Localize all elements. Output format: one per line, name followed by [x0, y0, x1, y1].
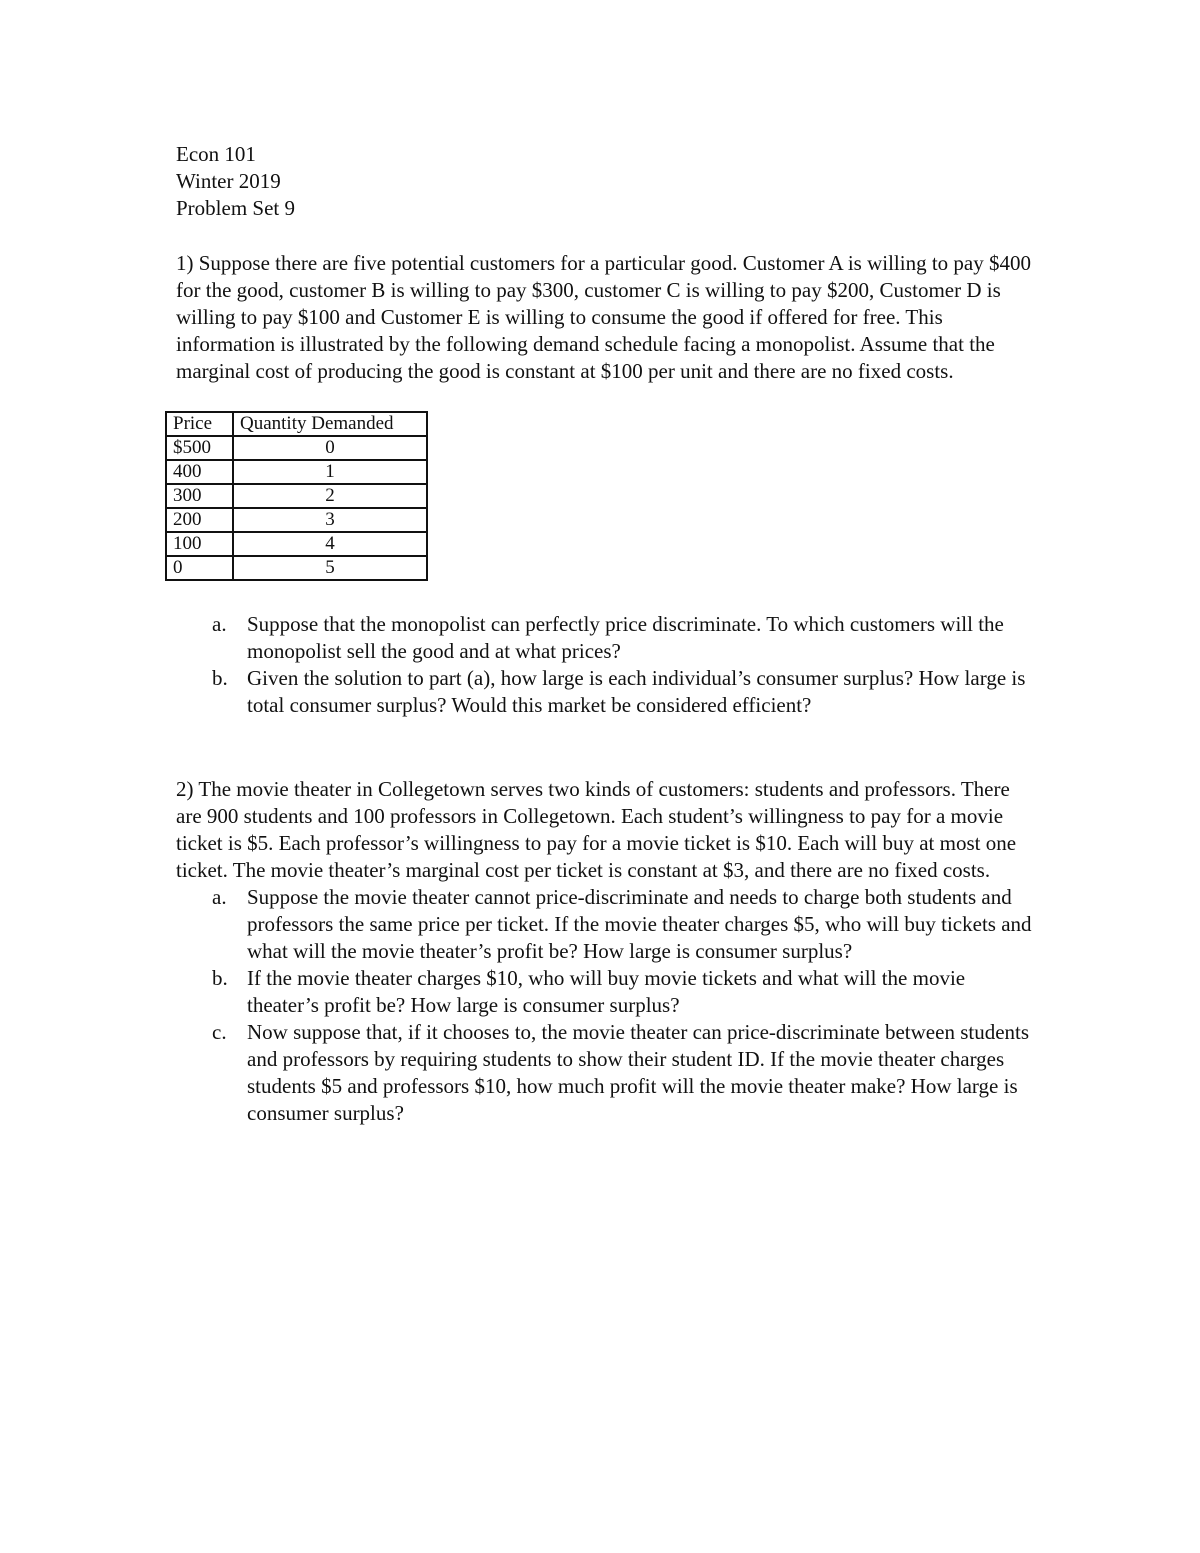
table-row	[166, 556, 427, 580]
term: Winter 2019	[176, 169, 281, 193]
quantity-cell: 0	[233, 436, 427, 460]
quantity-cell: 3	[233, 508, 427, 532]
part-text: Now suppose that, if it chooses to, the movie theater can price-discriminate between students and professors by requiring students to show their student ID. If the movie theater charges students $5 and professors $10, how much profit will the movie theater make? How large is consumer surplus?	[247, 1020, 1030, 1125]
price-cell: 400	[166, 460, 233, 484]
table-row	[166, 532, 427, 556]
part-text: Given the solution to part (a), how large is each individual’s consumer surplus? How large is total consumer surplus? Would this market be considered efficient?	[247, 666, 1026, 717]
quantity-cell: 1	[233, 460, 427, 484]
price-header: Price	[166, 412, 233, 436]
question-2-text: 2) The movie theater in Collegetown serves two kinds of customers: students and professors. There are 900 students and 100 professors in Collegetown. Each student’s willingness to pay for a movie ticket is $5. Each professor’s willingness to pay for a movie ticket is $10. Each will buy at most one ticket. The movie theater’s marginal cost per ticket is constant at $3, and there are no fixed costs.	[176, 777, 1017, 882]
price-cell: 300	[166, 484, 233, 508]
course-name: Econ 101	[176, 142, 256, 166]
part-text: Suppose the movie theater cannot price-discriminate and needs to charge both students and professors the same price per ticket. If the movie theater charges $5, who will buy tickets and what will the movie theater’s profit be? How large is consumer surplus?	[247, 885, 1032, 963]
quantity-cell: 2	[233, 484, 427, 508]
table-header-row	[166, 412, 427, 436]
price-cell: $500	[166, 436, 233, 460]
price-cell: 200	[166, 508, 233, 532]
question-1-parts	[176, 611, 1036, 719]
price-cell: 0	[166, 556, 233, 580]
table-row	[166, 460, 427, 484]
table-row	[166, 484, 427, 508]
problem-set-title: Problem Set 9	[176, 196, 295, 220]
demand-schedule	[165, 411, 1036, 581]
part-label: c.	[212, 1020, 227, 1044]
part-label: b.	[212, 666, 228, 690]
part-text: Suppose that the monopolist can perfectly price discriminate. To which customers will the monopolist sell the good and at what prices?	[247, 612, 1004, 663]
question-2-part-b	[176, 965, 1036, 1019]
demand-table	[165, 411, 428, 581]
document-header	[176, 141, 1036, 222]
quantity-cell: 5	[233, 556, 427, 580]
question-1-part-a	[176, 611, 1036, 665]
question-2-part-c	[176, 1019, 1036, 1127]
part-label: a.	[212, 885, 227, 909]
part-label: a.	[212, 612, 227, 636]
part-text: If the movie theater charges $10, who will buy movie tickets and what will the movie theater’s profit be? How large is consumer surplus?	[247, 966, 966, 1017]
question-1-part-b	[176, 665, 1036, 719]
question-2-parts	[176, 884, 1036, 1127]
quantity-cell: 4	[233, 532, 427, 556]
question-2-part-a	[176, 884, 1036, 965]
table-row	[166, 436, 427, 460]
part-label: b.	[212, 966, 228, 990]
document-page	[173, 141, 1036, 1127]
question-1-text: 1) Suppose there are five potential customers for a particular good. Customer A is willing to pay $400 for the good, customer B is willing to pay $300, customer C is willing to pay $200, Customer D is willing to pay $100 and Customer E is willing to consume the good if offered for free. This information is illustrated by the following demand schedule facing a monopolist. Assume that the marginal cost of producing the good is constant at $100 per unit and there are no fixed costs.	[176, 251, 1031, 383]
price-cell: 100	[166, 532, 233, 556]
quantity-header: Quantity Demanded	[233, 412, 427, 436]
table-row	[166, 508, 427, 532]
